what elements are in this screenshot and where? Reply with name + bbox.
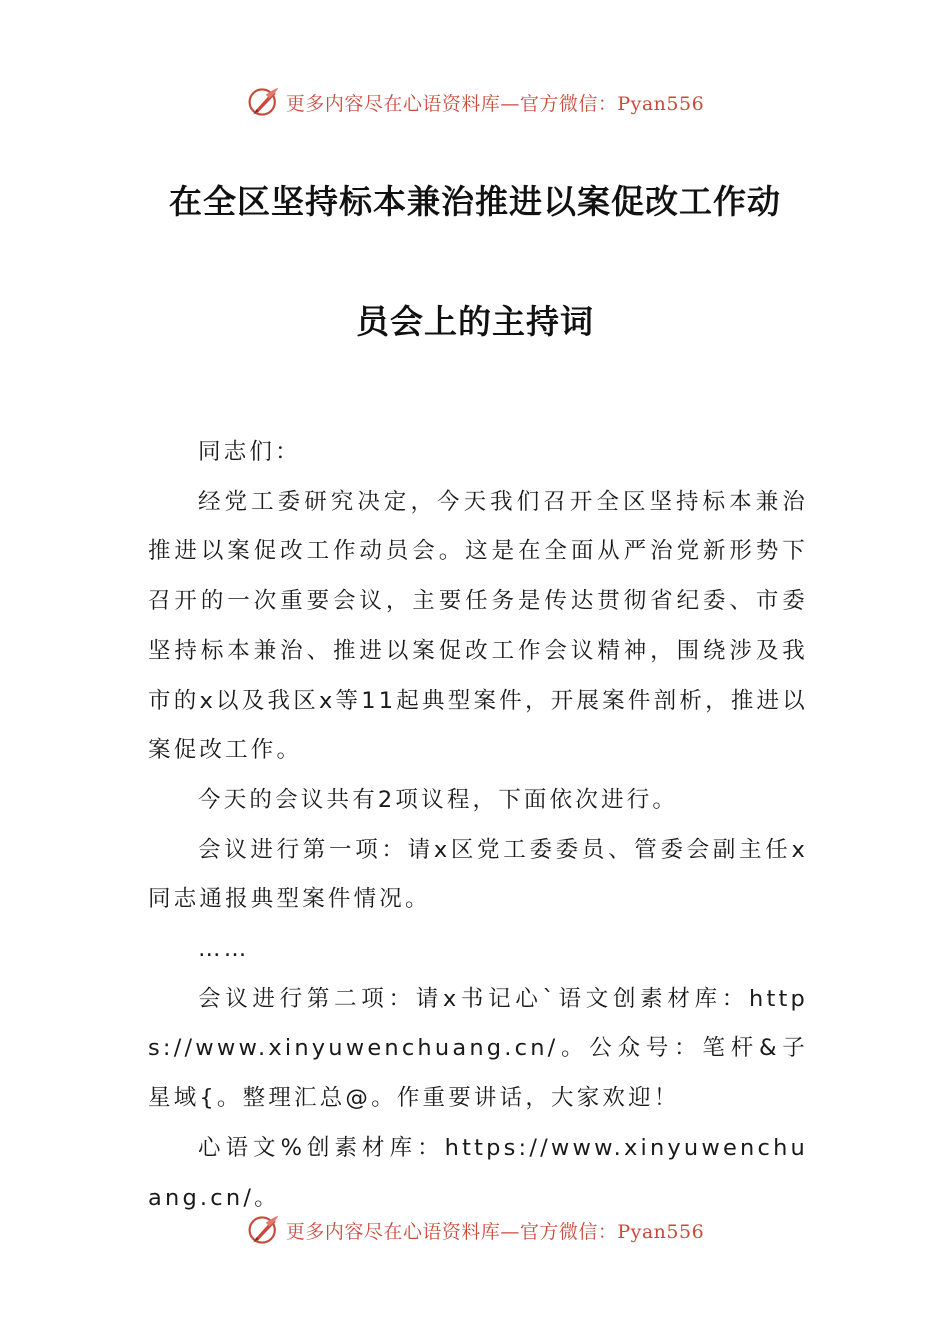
- paragraph-ellipsis: ……: [198, 936, 250, 963]
- document-title-line-2: 员会上的主持词: [356, 302, 594, 341]
- paragraph-agenda: 今天的会议共有2项议程，下面依次进行。: [198, 786, 679, 813]
- header-banner-text: 更多内容尽在心语资料库—官方微信：Pyan556: [285, 92, 705, 115]
- header-banner: [0, 82, 950, 122]
- footer-banner-text: 更多内容尽在心语资料库—官方微信：Pyan556: [285, 1220, 705, 1243]
- document-body: [148, 428, 808, 1223]
- quill-pen-logo-icon: [246, 1212, 282, 1248]
- footer-banner: [0, 1210, 950, 1250]
- paragraph-source: 心语文%创素材库：https://www.xinyuwenchuang.cn/。: [148, 1134, 808, 1211]
- quill-pen-logo-icon: [246, 84, 282, 120]
- paragraph-item-two: 会议进行第二项：请x书记心`语文创素材库：https://www.xinyuwenchuang.cn/。公众号：笔杆&子星域{。整理汇总@。作重要讲话，大家欢迎！: [148, 985, 808, 1112]
- document-title-line-1: 在全区坚持标本兼治推进以案促改工作动: [169, 182, 781, 221]
- paragraph-item-one: 会议进行第一项：请x区党工委委员、管委会副主任x同志通报典型案件情况。: [148, 836, 808, 913]
- paragraph-intro: 经党工委研究决定，今天我们召开全区坚持标本兼治推进以案促改工作动员会。这是在全面从严治党新形势下召开的一次重要会议，主要任务是传达贯彻省纪委、市委坚持标本兼治、推进以案促改工作会议精神，围绕涉及我市的x以及我区x等11起典型案件，开展案件剖析，推进以案促改工作。: [148, 488, 808, 764]
- paragraph-salutation: 同志们：: [198, 439, 301, 465]
